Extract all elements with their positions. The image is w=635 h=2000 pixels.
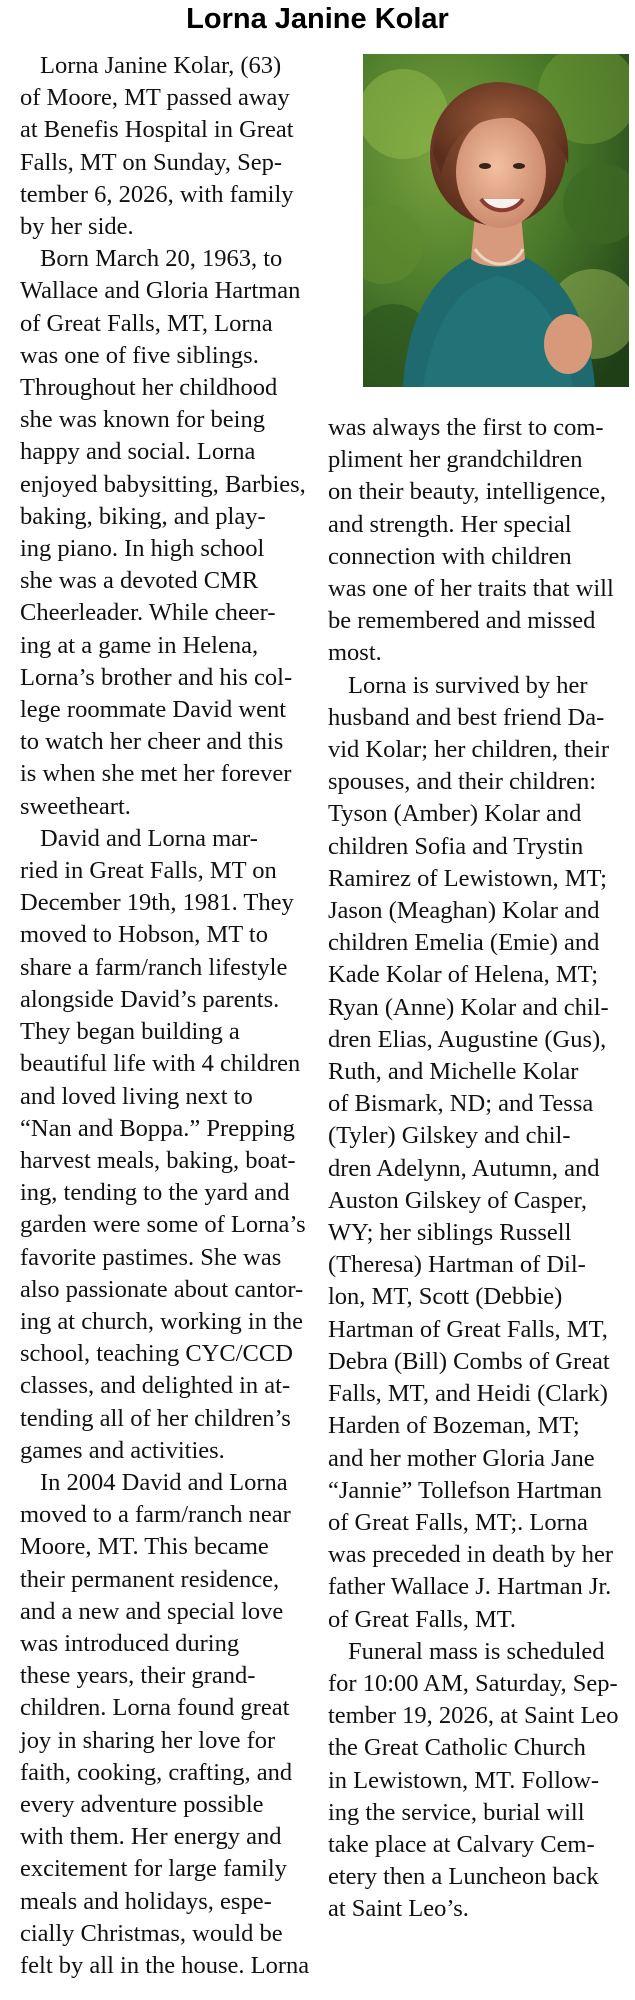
text-line: Debra (Bill) Combs of Great	[328, 1347, 610, 1375]
text-line: to watch her cheer and this	[20, 728, 284, 756]
text-line: “Nan and Boppa.” Prepping	[20, 1114, 295, 1142]
text-line: WY; her siblings Russell	[328, 1219, 572, 1247]
text-line: she was a devoted CMR	[20, 567, 259, 595]
text-line: sweetheart.	[20, 792, 131, 820]
text-line: (Theresa) Hartman of Dil-	[328, 1251, 586, 1279]
text-line: and loved living next to	[20, 1082, 253, 1110]
obituary-paragraph	[328, 670, 628, 1636]
text-line: classes, and delighted in at-	[20, 1372, 291, 1400]
text-line: at Saint Leo’s.	[328, 1895, 469, 1923]
text-line: harvest meals, baking, boat-	[20, 1146, 296, 1174]
text-line: meals and holidays, espe-	[20, 1887, 272, 1915]
text-line: baking, biking, and play-	[20, 502, 266, 530]
text-line: Harden of Bozeman, MT;	[328, 1412, 580, 1440]
text-line: by her side.	[20, 213, 134, 241]
text-line: is when she met her forever	[20, 760, 292, 788]
text-line: alongside David’s parents.	[20, 985, 280, 1013]
text-line: was one of her traits that will	[328, 575, 614, 603]
portrait-photo	[363, 54, 629, 387]
text-line: Lorna is survived by her	[348, 671, 588, 699]
text-line: Funeral mass is scheduled	[348, 1637, 605, 1665]
text-line: felt by all in the house. Lorna	[20, 1951, 310, 1979]
text-line: moved to a farm/ranch near	[20, 1501, 291, 1529]
text-line: children Emelia (Emie) and	[328, 929, 600, 957]
text-line: husband and best friend Da-	[328, 703, 605, 731]
text-line: Falls, MT, and Heidi (Clark)	[328, 1380, 608, 1408]
text-line: Auston Gilskey of Casper,	[328, 1186, 587, 1214]
text-line: Lorna’s brother and his col-	[20, 663, 293, 691]
text-line: of Moore, MT passed away	[20, 84, 290, 112]
text-line: she was known for being	[20, 406, 265, 434]
text-line: tember 6, 2026, with family	[20, 180, 294, 208]
text-line: and a new and special love	[20, 1597, 284, 1625]
text-line: joy in sharing her love for	[20, 1726, 276, 1754]
text-line: with them. Her energy and	[20, 1823, 282, 1851]
text-line: connection with children	[328, 542, 572, 570]
text-line: most.	[328, 639, 382, 667]
text-line: share a farm/ranch lifestyle	[20, 953, 288, 981]
text-line: also passionate about cantor-	[20, 1275, 304, 1303]
obituary-paragraph	[328, 412, 628, 670]
obituary-title: Lorna Janine Kolar	[186, 3, 449, 35]
text-line: on their beauty, intelligence,	[328, 478, 607, 506]
text-line: December 19th, 1981. They	[20, 889, 294, 917]
text-line: every adventure possible	[20, 1790, 264, 1818]
text-line: these years, their grand-	[20, 1662, 256, 1690]
text-line: ing piano. In high school	[20, 535, 265, 563]
text-line: children. Lorna found great	[20, 1694, 290, 1722]
text-line: and her mother Gloria Jane	[328, 1444, 595, 1472]
text-line: (Tyler) Gilskey and chil-	[328, 1122, 571, 1150]
text-line: of Great Falls, MT;. Lorna	[328, 1508, 588, 1536]
right-column	[328, 412, 628, 1926]
text-line: lon, MT, Scott (Debbie)	[328, 1283, 563, 1311]
text-line: be remembered and missed	[328, 607, 596, 635]
text-line: children Sofia and Trystin	[328, 832, 584, 860]
text-line: tember 19, 2026, at Saint Leo	[328, 1702, 619, 1730]
text-line: the Great Catholic Church	[328, 1734, 586, 1762]
text-line: in Lewistown, MT. Follow-	[328, 1766, 600, 1794]
text-line: was preceded in death by her	[328, 1541, 614, 1569]
text-line: was introduced during	[20, 1629, 240, 1657]
text-line: was one of five siblings.	[20, 341, 259, 369]
text-line: Ruth, and Michelle Kolar	[328, 1058, 579, 1086]
text-line: They began building a	[20, 1018, 240, 1046]
text-line: Hartman of Great Falls, MT,	[328, 1315, 608, 1343]
text-line: Cheerleader. While cheer-	[20, 599, 276, 627]
text-line: Throughout her childhood	[20, 374, 278, 402]
text-line: of Bismark, ND; and Tessa	[328, 1090, 594, 1118]
text-line: of Great Falls, MT.	[328, 1605, 517, 1633]
obituary-paragraph	[20, 243, 310, 823]
obituary-paragraph	[20, 1467, 310, 1982]
text-line: Moore, MT. This became	[20, 1533, 269, 1561]
text-line: at Benefis Hospital in Great	[20, 116, 294, 144]
text-line: Tyson (Amber) Kolar and	[328, 800, 582, 828]
text-line: Ramirez of Lewistown, MT;	[328, 864, 607, 892]
text-line: Jason (Meaghan) Kolar and	[328, 897, 600, 925]
text-line: dren Adelynn, Autumn, and	[328, 1154, 600, 1182]
text-line: beautiful life with 4 children	[20, 1050, 301, 1078]
text-line: ing the service, burial will	[328, 1798, 585, 1826]
text-line: happy and social. Lorna	[20, 438, 256, 466]
text-line: Born March 20, 1963, to	[40, 245, 283, 273]
text-line: enjoyed babysitting, Barbies,	[20, 470, 306, 498]
obituary-paragraph	[328, 1636, 628, 1926]
text-line: and strength. Her special	[328, 510, 572, 538]
text-line: for 10:00 AM, Saturday, Sep-	[328, 1669, 618, 1697]
text-line: Lorna Janine Kolar, (63)	[40, 52, 282, 79]
text-line: ing at church, working in the	[20, 1307, 304, 1335]
text-line: of Great Falls, MT, Lorna	[20, 309, 273, 337]
text-line: ing at a game in Helena,	[20, 631, 259, 659]
text-line: moved to Hobson, MT to	[20, 921, 268, 949]
text-line: father Wallace J. Hartman Jr.	[328, 1573, 612, 1601]
text-line: In 2004 David and Lorna	[40, 1468, 288, 1496]
text-line: their permanent residence,	[20, 1565, 280, 1593]
text-line: garden were some of Lorna’s	[20, 1211, 306, 1239]
text-line: games and activities.	[20, 1436, 225, 1464]
text-line: vid Kolar; her children, their	[328, 736, 609, 764]
text-line: tending all of her children’s	[20, 1404, 291, 1432]
obituary-paragraph	[20, 50, 310, 243]
text-line: ing, tending to the yard and	[20, 1179, 290, 1207]
text-line: excitement for large family	[20, 1855, 287, 1883]
text-line: was always the first to com-	[328, 414, 604, 441]
text-line: “Jannie” Tollefson Hartman	[328, 1476, 603, 1504]
obituary-paragraph	[20, 823, 310, 1467]
text-line: favorite pastimes. She was	[20, 1243, 282, 1271]
text-line: dren Elias, Augustine (Gus),	[328, 1025, 607, 1053]
text-line: cially Christmas, would be	[20, 1919, 283, 1947]
text-line: etery then a Luncheon back	[328, 1863, 599, 1891]
text-line: Ryan (Anne) Kolar and chil-	[328, 993, 609, 1021]
text-line: Wallace and Gloria Hartman	[20, 277, 301, 305]
text-line: take place at Calvary Cem-	[328, 1830, 595, 1858]
text-line: ried in Great Falls, MT on	[20, 857, 277, 885]
text-line: Falls, MT on Sunday, Sep-	[20, 148, 283, 176]
left-column	[20, 50, 310, 1982]
text-line: lege roommate David went	[20, 696, 287, 724]
text-line: pliment her grandchildren	[328, 446, 583, 474]
text-line: David and Lorna mar-	[40, 824, 258, 852]
text-line: school, teaching CYC/CCD	[20, 1340, 293, 1368]
text-line: Kade Kolar of Helena, MT;	[328, 961, 599, 989]
text-line: spouses, and their children:	[328, 768, 597, 796]
text-line: faith, cooking, crafting, and	[20, 1758, 293, 1786]
